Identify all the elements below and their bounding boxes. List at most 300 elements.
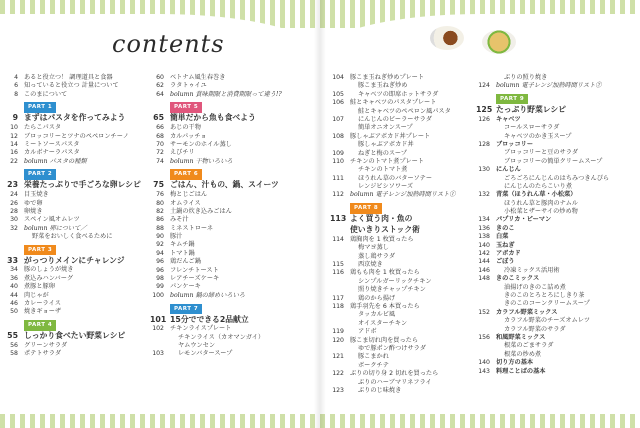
entry-title: たっぷり野菜レシピ <box>496 105 566 115</box>
toc-entry <box>150 225 282 233</box>
entry-title: 豚こまかれ <box>358 353 389 361</box>
toc-entry <box>476 342 609 350</box>
page-number: 40 <box>10 283 18 291</box>
page-number: 33 <box>7 255 18 265</box>
entry-title: ブロッコリーの簡単クリームスープ <box>504 157 603 165</box>
entry-title: 豚こま玉ねぎ炒めプレート <box>350 74 425 81</box>
page-number: 36 <box>10 274 18 282</box>
toc-entry <box>330 236 455 244</box>
page-number: 115 <box>332 261 344 269</box>
toc-entry <box>4 292 141 300</box>
entry-title: ブロッコリーと豆のサラダ <box>504 149 579 157</box>
toc-entry <box>476 149 609 157</box>
toc-entry <box>150 250 282 258</box>
page-number: 64 <box>156 90 164 98</box>
entry-title: bolumn 鍋の締めいろいろ <box>170 291 245 299</box>
page-number: 132 <box>478 191 490 199</box>
part-badge-row <box>4 102 141 113</box>
toc-heading <box>150 113 282 124</box>
entry-title: きのこミックス <box>496 275 540 283</box>
page-number: 96 <box>156 266 164 274</box>
toc-entry <box>4 350 141 358</box>
toc-entry <box>476 267 609 275</box>
page-number: 30 <box>10 216 18 224</box>
book-gutter <box>314 0 326 428</box>
entry-title: ブロッコリー <box>496 140 534 148</box>
page-number: 4 <box>14 74 18 81</box>
entry-title: 油揚げのきのこ詰め煮 <box>504 283 566 291</box>
toc-entry <box>476 191 609 199</box>
entry-title: にんじんのたらこいり煮 <box>504 182 573 190</box>
entry-title: みそ汁 <box>170 216 189 224</box>
entry-title: 蒸し鶏サラダ <box>358 252 396 260</box>
page-number: 140 <box>478 359 490 367</box>
toc-entry <box>330 387 455 395</box>
toc-column-2 <box>150 74 282 359</box>
toc-entry <box>476 116 609 124</box>
page-number: 88 <box>156 224 164 232</box>
toc-entry <box>4 133 141 141</box>
entry-title: 15分でできる2品献立 <box>170 314 249 324</box>
toc-entry <box>476 124 609 132</box>
toc-entry <box>150 158 282 166</box>
entry-title: 豚しゃぶアボカド丼 <box>358 141 414 149</box>
toc-heading <box>4 255 141 266</box>
page-number: 117 <box>332 294 344 302</box>
page-number: 123 <box>332 386 344 394</box>
toc-entry <box>330 337 455 345</box>
entry-title: 西京焼き <box>358 261 383 269</box>
entry-title: 豚こま玉ねぎ炒め <box>358 82 408 90</box>
entry-title: 土鍋の炊き込みごはん <box>170 207 232 215</box>
entry-title: ゆで卵 <box>24 199 43 207</box>
entry-title: オムライス <box>170 199 201 207</box>
page-number: 134 <box>478 216 490 224</box>
entry-title: えびチリ <box>170 149 195 157</box>
toc-entry <box>150 200 282 208</box>
toc-entry <box>476 158 609 166</box>
entry-title: 焼きギョーザ <box>24 308 62 316</box>
page-number: 109 <box>332 149 344 157</box>
toc-entry <box>476 216 609 224</box>
toc-column-4 <box>476 74 609 376</box>
page-number: 148 <box>478 275 490 283</box>
toc-entry <box>476 326 609 334</box>
page-number: 102 <box>152 325 164 333</box>
page-number: 111 <box>332 174 344 182</box>
toc-heading <box>4 331 141 342</box>
page-number: 46 <box>10 300 18 308</box>
toc-entry <box>330 124 455 132</box>
page-number: 136 <box>478 224 490 232</box>
page-number: 50 <box>10 308 18 316</box>
entry-title: ヤムウンセン <box>178 341 216 349</box>
toc-entry <box>330 278 455 286</box>
toc-entry <box>330 320 455 328</box>
page-number: 106 <box>332 99 344 107</box>
entry-title: オイスターチキン <box>358 319 408 327</box>
entry-title: 野菜をおいしく食べるために <box>32 233 113 241</box>
part-badge-row <box>476 94 609 105</box>
toc-entry <box>330 150 455 158</box>
entry-title: ぶりの照り焼き <box>504 74 548 81</box>
page-number: 96 <box>156 258 164 266</box>
toc-entry <box>476 317 609 325</box>
entry-title: サーモンのホイル蒸し <box>170 140 232 148</box>
entry-title: 卵焼き <box>24 207 43 215</box>
toc-entry <box>330 108 455 116</box>
entry-title: 煮込みハンバーグ <box>24 274 74 282</box>
entry-title: チキンのトマト煮 <box>358 166 408 174</box>
toc-entry <box>150 82 282 90</box>
noodle-dish-icon <box>482 30 516 54</box>
entry-title: 梅マヨ蒸し <box>358 244 389 252</box>
entry-title: 玉ねぎ <box>496 241 515 249</box>
toc-entry <box>4 149 141 157</box>
page-number: 108 <box>332 132 344 140</box>
page-number: 144 <box>478 258 490 266</box>
toc-entry <box>150 124 282 132</box>
entry-title: ぶりの切り身 2 切れを買ったら <box>350 370 439 378</box>
page-number: 128 <box>478 140 490 148</box>
page-number: 66 <box>156 124 164 132</box>
entry-title: 鶏手羽先を 6 本買ったら <box>350 302 420 310</box>
entry-title: ごぼう <box>496 258 515 266</box>
entry-title: 白菜 <box>496 233 509 241</box>
page-number: 14 <box>10 140 18 148</box>
entry-title: bolumn 電子レンジ加熱時間リスト② <box>496 82 602 90</box>
page-number: 6 <box>14 82 18 90</box>
curry-dish-icon <box>430 26 464 50</box>
entry-title: チキンライスプレート <box>170 325 232 333</box>
part-badge: PART 8 <box>350 203 382 213</box>
page-number: 65 <box>153 113 164 123</box>
page-number: 119 <box>332 328 344 336</box>
page-number: 55 <box>7 331 18 341</box>
toc-entry <box>330 269 455 277</box>
entry-title: 知っていると役立つ 計量について <box>24 82 119 90</box>
page-number: 143 <box>478 367 490 375</box>
page-number: 101 <box>150 314 167 324</box>
page-number: 80 <box>156 199 164 207</box>
toc-entry <box>476 233 609 241</box>
toc-entry <box>476 359 609 367</box>
page-number: 23 <box>7 180 18 190</box>
entry-title: スペイン風オムレツ <box>24 216 80 224</box>
part-badge-row <box>150 303 282 314</box>
toc-entry <box>476 275 609 283</box>
entry-title: 鶏胸肉を 1 枚買ったら <box>350 235 414 243</box>
entry-title: ほうれん草のバターソテー <box>358 174 433 182</box>
toc-entry <box>476 292 609 300</box>
entry-title: アボカド <box>496 250 521 258</box>
toc-entry <box>476 225 609 233</box>
toc-column-1 <box>4 74 141 359</box>
toc-entry <box>476 284 609 292</box>
toc-entry <box>476 300 609 308</box>
page-number: 120 <box>332 336 344 344</box>
toc-entry <box>150 133 282 141</box>
entry-title: 豚こま切れ肉を買ったら <box>350 336 419 344</box>
toc-entry <box>4 308 141 316</box>
toc-entry <box>150 241 282 249</box>
toc-column-3 <box>330 74 455 395</box>
entry-title: 青菜（ほうれん草・小松菜） <box>496 191 577 199</box>
page-number: 34 <box>10 266 18 274</box>
page-number: 98 <box>156 275 164 283</box>
entry-title: 肉じゃが <box>24 291 49 299</box>
toc-entry <box>150 283 282 291</box>
page-number: 140 <box>478 241 490 249</box>
entry-title: 和風野菜ミックス <box>496 333 546 341</box>
page-number: 99 <box>156 283 164 291</box>
toc-entry <box>4 266 141 274</box>
entry-title: がっつりメインにチャレンジ <box>24 255 125 265</box>
entry-title: ラタトゥイユ <box>170 82 207 90</box>
page-number: 152 <box>478 308 490 316</box>
entry-title: 照り焼きチャップチキン <box>358 286 426 294</box>
toc-entry <box>150 91 282 99</box>
page-number: 22 <box>10 157 18 165</box>
part-badge: PART 5 <box>170 102 202 112</box>
entry-title: カルボナーラパスタ <box>24 149 80 157</box>
part-badge: PART 4 <box>24 320 56 330</box>
page-number: 28 <box>10 207 18 215</box>
page-number: 94 <box>156 249 164 257</box>
entry-title: カラフル野菜ミックス <box>496 308 558 316</box>
entry-title: まずはパスタを作ってみよう <box>24 113 126 123</box>
entry-title: 鮭とキャベツのペペロン風パスタ <box>358 107 451 115</box>
page-number: 10 <box>10 124 18 132</box>
toc-entry <box>4 191 141 199</box>
toc-heading <box>330 214 455 225</box>
toc-entry <box>476 368 609 376</box>
entry-title: アドボ <box>358 328 377 336</box>
entry-title: にんじん <box>496 166 521 174</box>
toc-entry <box>476 175 609 183</box>
toc-entry <box>4 216 141 224</box>
page-number: 26 <box>10 199 18 207</box>
entry-title: カレーライス <box>24 300 61 308</box>
toc-entry <box>4 225 141 233</box>
page-number: 121 <box>332 353 344 361</box>
entry-title: bolumn 賞味期限と消費期限って違う!? <box>170 90 282 98</box>
page-number: 112 <box>332 191 344 199</box>
toc-entry <box>476 133 609 141</box>
toc-entry <box>330 91 455 99</box>
page-number: 74 <box>156 157 164 165</box>
part-badge-row <box>150 102 282 113</box>
toc-heading <box>4 113 141 124</box>
entry-title: 栄養たっぷりで手ごろな卵レシピ <box>24 180 141 190</box>
page-number: 32 <box>10 224 18 232</box>
page-number: 56 <box>10 341 18 349</box>
page-number: 75 <box>153 180 164 190</box>
entry-title: bolumn 電子レンジ加熱時間リスト① <box>350 191 456 199</box>
entry-title: 切り方の基本 <box>496 359 534 367</box>
part-badge-row <box>4 244 141 255</box>
toc-entry <box>330 133 455 141</box>
page-number: 142 <box>478 250 490 258</box>
page-number: 114 <box>332 235 344 243</box>
part-badge-row <box>4 320 141 331</box>
toc-entry <box>150 350 282 358</box>
page-number: 9 <box>12 113 18 123</box>
page-number: 138 <box>478 233 490 241</box>
page-number: 70 <box>156 140 164 148</box>
toc-entry <box>476 309 609 317</box>
entry-title: カラフル野菜のチーズオムレツ <box>504 317 591 325</box>
entry-title: ブロッコリーとツナのペペロンチーノ <box>24 132 129 140</box>
entry-title: bolumn パスタの種類 <box>24 157 87 165</box>
entry-title: ベトナム風生春巻き <box>170 74 226 81</box>
toc-entry <box>476 200 609 208</box>
page-number: 58 <box>10 350 18 358</box>
page-number: 124 <box>478 82 490 90</box>
toc-entry <box>150 258 282 266</box>
entry-title: しっかり食べたい野菜レシピ <box>24 331 126 341</box>
entry-title: カラフル野菜のサラダ <box>504 325 566 333</box>
toc-entry <box>4 283 141 291</box>
toc-entry <box>330 166 455 174</box>
page-number: 125 <box>476 105 493 115</box>
entry-title: 根菜のごまサラダ <box>504 342 554 350</box>
entry-title: 料理ことばの基本 <box>496 367 546 375</box>
part-badge: PART 2 <box>24 169 56 179</box>
entry-title: bolumn 卵について／ <box>24 224 87 232</box>
entry-title: ぶりのハーブマリネフライ <box>358 378 432 386</box>
toc-heading <box>4 180 141 191</box>
page-number: 110 <box>332 157 344 165</box>
toc-entry <box>330 253 455 261</box>
toc-entry <box>4 82 141 90</box>
toc-entry <box>330 175 455 183</box>
toc-heading <box>330 225 455 236</box>
toc-entry <box>476 242 609 250</box>
entry-title: 目玉焼き <box>24 191 49 199</box>
page-number: 130 <box>478 166 490 174</box>
toc-entry <box>150 216 282 224</box>
entry-title: よく買う肉・魚の <box>350 214 413 224</box>
entry-title: bolumn 干物いろいろ <box>170 157 233 165</box>
part-badge: PART 3 <box>24 245 56 255</box>
toc-entry <box>150 149 282 157</box>
entry-title: 簡単だから魚も食べよう <box>170 113 256 123</box>
entry-title: ミネストローネ <box>170 224 214 232</box>
page-number: 113 <box>330 214 347 224</box>
entry-title: 梅とじごはん <box>170 191 208 199</box>
entry-title: カルパッチョ <box>170 132 207 140</box>
entry-title: ポテトサラダ <box>24 350 62 358</box>
toc-entry <box>330 328 455 336</box>
entry-title: 豚しゃぶアボカド丼プレート <box>350 132 431 140</box>
toc-entry <box>330 362 455 370</box>
toc-entry <box>4 275 141 283</box>
page-number: 82 <box>156 207 164 215</box>
toc-entry <box>150 334 282 342</box>
page-number: 60 <box>156 74 164 81</box>
entry-title: レンジビシソワーズ <box>358 183 414 191</box>
toc-entry <box>476 166 609 174</box>
part-badge-row <box>150 169 282 180</box>
page-number: 90 <box>156 233 164 241</box>
part-badge: PART 7 <box>170 304 202 314</box>
entry-title: 鶏もも肉を 1 枚買ったら <box>350 269 420 277</box>
entry-title: フレンチトースト <box>170 266 219 274</box>
toc-heading <box>150 180 282 191</box>
entry-title: ほうれん草と豚肉のナムル <box>504 199 578 207</box>
toc-entry <box>330 244 455 252</box>
entry-title: レモンバタースープ <box>178 350 233 358</box>
page-number: 100 <box>152 291 164 299</box>
entry-title: ねぎと梅のスープ <box>358 149 407 157</box>
entry-title: ゆで豚ポン酢つけサラダ <box>358 344 426 352</box>
page-number: 62 <box>156 82 164 90</box>
entry-title: パンケーキ <box>170 283 201 291</box>
entry-title: ごろごろにんじんのはちみつきんぴら <box>504 174 610 182</box>
entry-title: コールスローサラダ <box>504 124 560 132</box>
entry-title: 豚汁 <box>170 233 183 241</box>
page-number: 16 <box>10 149 18 157</box>
part-badge: PART 9 <box>496 94 528 104</box>
page-number: 104 <box>332 74 344 81</box>
toc-entry <box>330 379 455 387</box>
page-number: 68 <box>156 132 164 140</box>
toc-entry <box>4 200 141 208</box>
entry-title: シンプルガーリックチキン <box>358 277 432 285</box>
entry-title: 根菜の炒め煮 <box>504 350 542 358</box>
entry-title: チキンのトマト煮プレート <box>350 157 424 165</box>
part-badge: PART 1 <box>24 102 56 112</box>
toc-entry <box>476 82 609 90</box>
page-number: 156 <box>478 333 490 341</box>
toc-entry <box>330 345 455 353</box>
entry-title: ミートソースパスタ <box>24 140 80 148</box>
toc-heading <box>150 314 282 325</box>
entry-title: キムチ鍋 <box>170 241 195 249</box>
page-number: 86 <box>156 216 164 224</box>
page-number: 126 <box>478 115 490 123</box>
page-number: 12 <box>10 132 18 140</box>
entry-title: ボークチテ <box>358 361 389 369</box>
toc-entry <box>330 370 455 378</box>
entry-title: チキンライス（カオマンガイ） <box>178 333 265 341</box>
entry-title: トマト鍋 <box>170 249 195 257</box>
entry-title: レアチーズケーキ <box>170 275 220 283</box>
toc-entry <box>150 191 282 199</box>
toc-entry <box>150 275 282 283</box>
page-number: 146 <box>478 266 490 274</box>
toc-entry <box>330 141 455 149</box>
toc-entry <box>150 267 282 275</box>
toc-entry <box>150 325 282 333</box>
toc-entry <box>476 351 609 359</box>
toc-entry <box>330 353 455 361</box>
page-number: 116 <box>332 269 344 277</box>
page-number: 44 <box>10 291 18 299</box>
page-number: 122 <box>332 370 344 378</box>
entry-title: 鶏だんご鍋 <box>170 258 201 266</box>
toc-entry <box>330 191 455 199</box>
entry-title: きのこのとろとろにしきり茶 <box>504 291 585 299</box>
page-number: 72 <box>156 149 164 157</box>
entry-title: 簡単オニオンスープ <box>358 124 413 132</box>
entry-title: にんじんのビーラーサラダ <box>358 115 432 123</box>
page-number: 107 <box>332 115 344 123</box>
entry-title: タッカルビ風 <box>358 311 396 319</box>
page-number: 8 <box>14 90 18 98</box>
page-number: 24 <box>10 191 18 199</box>
